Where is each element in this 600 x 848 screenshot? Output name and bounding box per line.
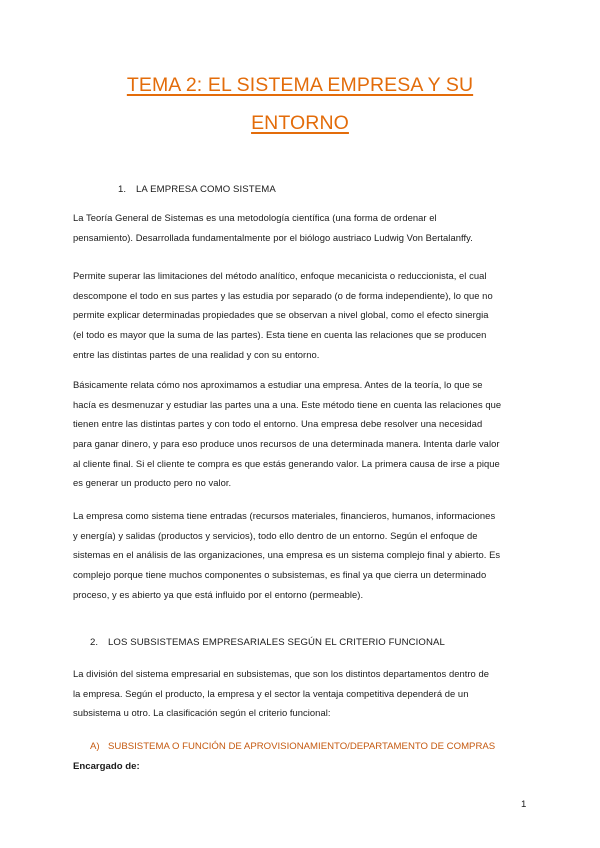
paragraph-line: al cliente final. Si el cliente te compra es que estás generando valor. La primera causa de irse a pique	[73, 457, 500, 469]
paragraph-line: la empresa. Según el producto, la empresa y el sector la ventaja competitiva dependerá de un	[73, 687, 469, 699]
paragraph-line: pensamiento). Desarrollada fundamentalmente por el biólogo austriaco Ludwig Von Bertalanffy.	[73, 231, 473, 243]
paragraph-line: Permite superar las limitaciones del método analítico, enfoque mecanicista o reduccionista, el cual	[73, 270, 487, 281]
paragraph-line: sistemas en el análisis de las organizaciones, una empresa es un sistema complejo final y abierto. Es	[73, 549, 501, 561]
paragraph-line: La división del sistema empresarial en subsistemas, que son los distintos departamentos dentro de	[73, 668, 490, 679]
section-1-paragraph-4	[73, 506, 533, 604]
paragraph-line: La empresa como sistema tiene entradas (recursos materiales, financieros, humanos, informaciones	[73, 510, 496, 521]
paragraph-line: (el todo es mayor que la suma de las partes). Esta tiene en cuenta las relaciones que se producen	[73, 329, 487, 341]
subsection-a-title: SUBSISTEMA O FUNCIÓN DE APROVISIONAMIENTO/DEPARTAMENTO DE COMPRAS	[108, 741, 496, 752]
paragraph-line: entre las distintas partes de una realidad y con su entorno.	[73, 348, 320, 360]
encargado-label: Encargado de:	[73, 761, 140, 772]
section-1-title: LA EMPRESA COMO SISTEMA	[136, 184, 276, 195]
subsection-a-heading	[90, 741, 495, 752]
subsection-a-letter: A)	[90, 741, 100, 752]
section-1-heading	[118, 184, 276, 195]
document-title-line-2: ENTORNO	[251, 112, 349, 134]
paragraph-line: permite explicar determinadas propiedades que se observan a nivel global, como el efecto sinergia	[73, 309, 489, 321]
section-1-paragraph-3	[73, 375, 533, 493]
paragraph-line: complejo porque tiene muchos componentes o subsistemas, es final ya que cierra un determinado	[73, 569, 487, 581]
paragraph-line: subsistema u otro. La clasificación según el criterio funcional:	[73, 707, 331, 719]
document-title-line-1: TEMA 2: EL SISTEMA EMPRESA Y SU	[126, 74, 474, 96]
paragraph-line: y energía) y salidas (productos y servicios), todo ello dentro de un entorno. Según el enfoque de	[73, 529, 478, 541]
paragraph-line: La Teoría General de Sistemas es una metodología científica (una forma de ordenar el	[73, 212, 437, 223]
paragraph-line: Básicamente relata cómo nos aproximamos a estudiar una empresa. Antes de la teoría, lo que se	[73, 379, 483, 390]
section-2-title: LOS SUBSISTEMAS EMPRESARIALES SEGÚN EL CRITERIO FUNCIONAL	[108, 637, 445, 648]
section-2-paragraph	[73, 664, 533, 723]
paragraph-line: tienen entre las distintas partes y con todo el entorno. Una empresa debe resolver una necesidad	[73, 418, 483, 430]
section-2-heading	[90, 637, 445, 648]
paragraph-line: para ganar dinero, y para eso produce unos recursos de una determinada manera. Intenta darle valor	[73, 438, 500, 450]
section-2-number: 2.	[90, 637, 99, 648]
paragraph-line: proceso, y es abierto ya que está influido por el entorno (permeable).	[73, 588, 364, 600]
section-1-number: 1.	[118, 184, 127, 195]
page-number: 1	[521, 799, 527, 810]
paragraph-line: es generar un producto pero no valor.	[73, 477, 232, 489]
paragraph-line: descompone el todo en sus partes y las estudia por separado (o de forma independiente), lo que no	[73, 289, 493, 301]
section-1-paragraph-1	[73, 208, 533, 247]
paragraph-line: hacía es desmenuzar y estudiar las partes una a una. Este método tiene en cuenta las relaciones que	[73, 398, 502, 410]
section-1-paragraph-2	[73, 266, 533, 364]
